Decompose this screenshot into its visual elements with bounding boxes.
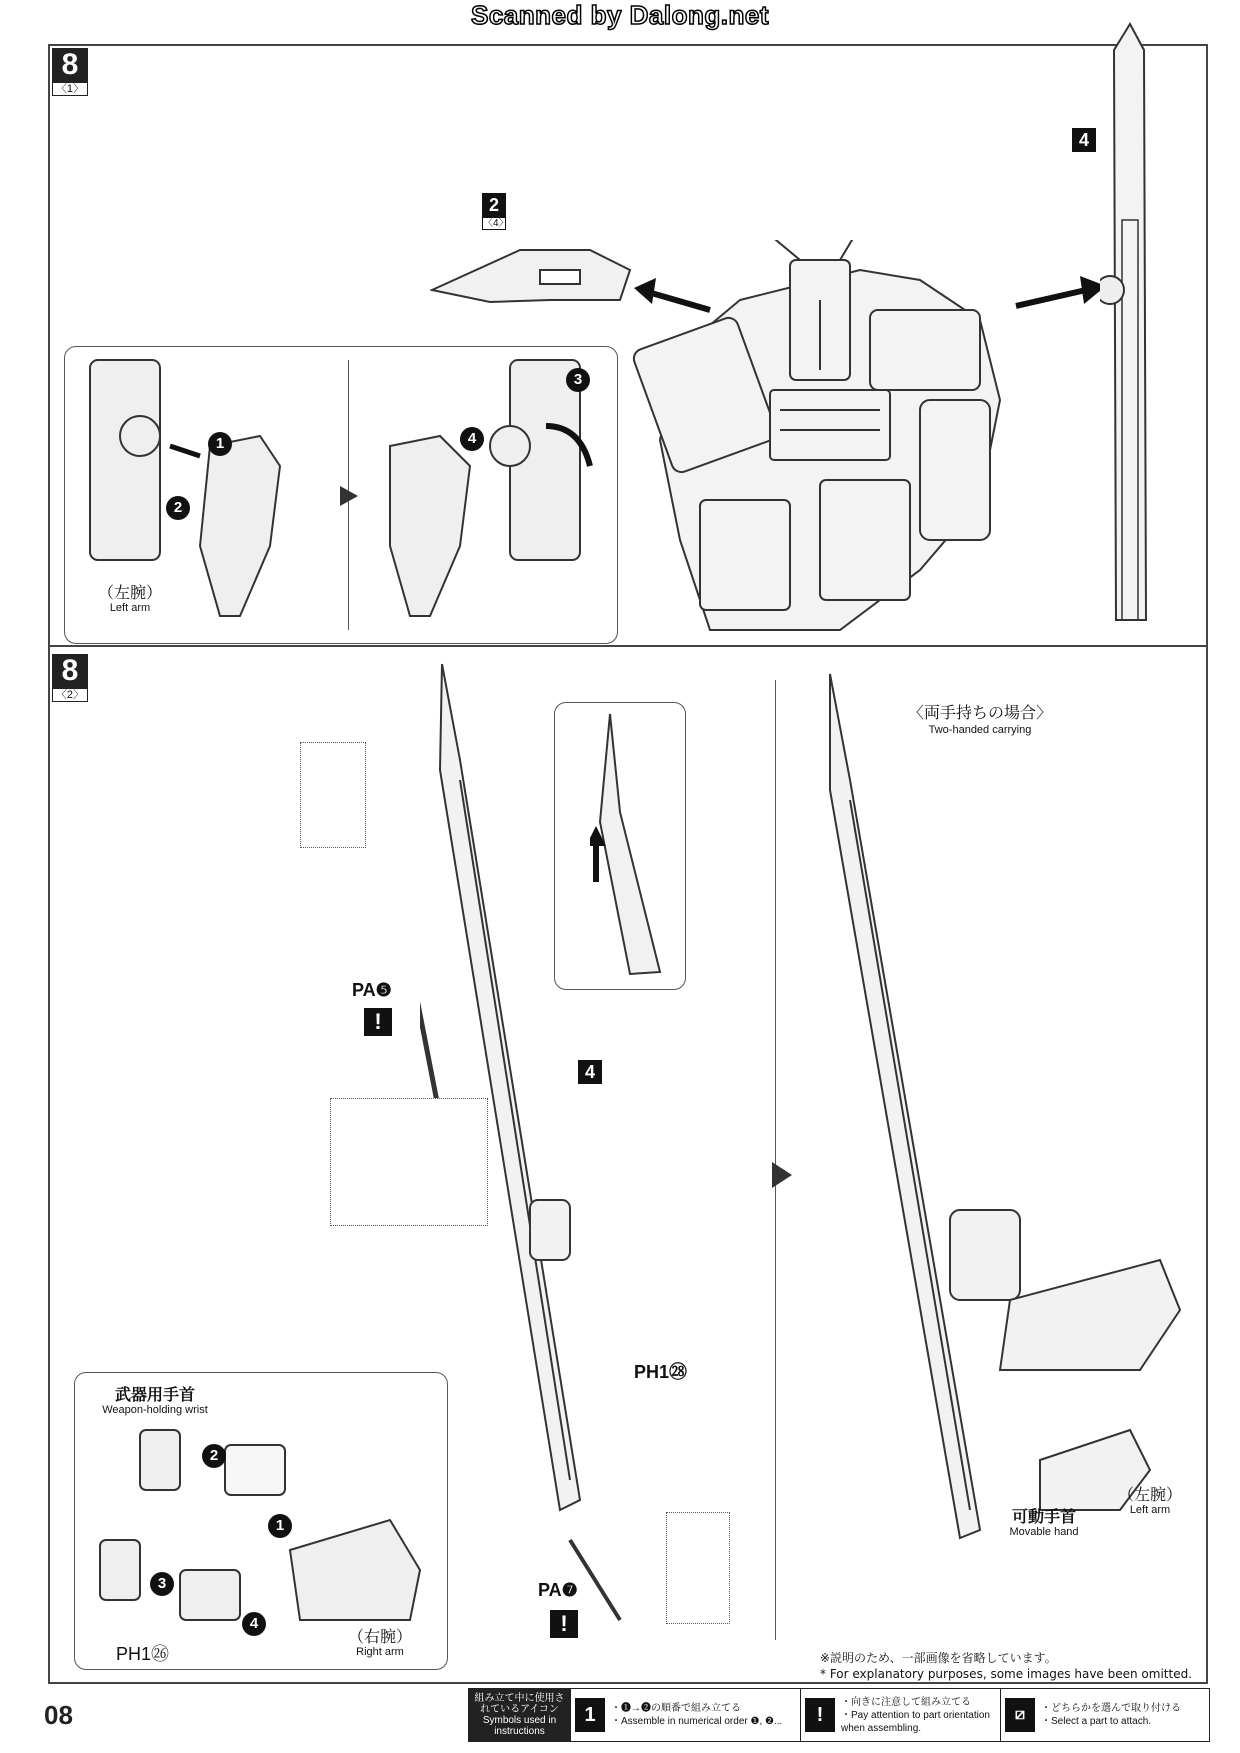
left-arm-label-en: Left arm: [1129, 1504, 1171, 1516]
step-sub-number: 〈2〉: [52, 688, 88, 702]
left-arm-label-jp: （左腕）: [1117, 1485, 1182, 1504]
legend-order-en: ・Assemble in numerical order ❶, ❷...: [611, 1716, 783, 1727]
right-arm-label-jp: （右腕）: [347, 1627, 412, 1646]
step-sub-number: 〈1〉: [52, 82, 88, 96]
step-number: 8: [52, 654, 88, 688]
wrist-assembly-drawing: [90, 1420, 440, 1640]
scan-credit: Scanned by Dalong.net: [471, 0, 769, 30]
wrist-step-4: 4: [242, 1612, 266, 1636]
weapon-wrist-label-en: Weapon-holding wrist: [102, 1404, 208, 1416]
right-arm-label-en: Right arm: [356, 1646, 404, 1658]
legend-orientation-en: ・Pay attention to part orientation when assembling.: [841, 1709, 990, 1734]
step-marker-1: 1: [208, 432, 232, 456]
part-number-4-label: 4: [578, 1060, 602, 1084]
pa7-label: PA❼: [538, 1580, 578, 1600]
step-badge-8-2: [52, 654, 88, 702]
caution-symbol-icon: !: [805, 1698, 835, 1732]
part-number-4-label: 4: [1072, 128, 1096, 152]
left-arm-label-en: Left arm: [109, 602, 151, 614]
pa5-label: PA❺: [352, 980, 392, 1000]
pa5-tip-detail: [300, 742, 366, 848]
number-symbol-icon: 1: [575, 1698, 605, 1732]
two-handed-label-jp: 〈両手持ちの場合〉: [907, 703, 1052, 722]
step-marker-4: 4: [460, 427, 484, 451]
step-badge-8-1: [52, 48, 88, 96]
omission-note-en: * For explanatory purposes, some images have been omitted.: [820, 1667, 1193, 1681]
legend-orientation: [801, 1689, 1001, 1741]
part-number-2-label: 2: [482, 193, 506, 217]
legend-order-jp: ・❶→❷の順番で組み立てる: [611, 1703, 741, 1714]
step-number: 8: [52, 48, 88, 82]
legend-orientation-jp: ・向きに注意して組み立てる: [841, 1696, 971, 1708]
arrow-left: [630, 270, 720, 330]
omission-note: [820, 1650, 1192, 1682]
step-divider: [48, 645, 1208, 647]
weapon-wrist-label-jp: 武器用手首: [114, 1385, 195, 1404]
ph1-28-label: PH1㉘: [634, 1362, 688, 1382]
page-number: 08: [44, 1700, 73, 1730]
anti-ship-sword-drawing: [1100, 20, 1160, 640]
next-arrow-icon: [770, 1160, 794, 1190]
ph1-26-label: PH1㉖: [116, 1644, 170, 1664]
legend-select: [1001, 1689, 1207, 1741]
legend-select-en: ・Select a part to attach.: [1041, 1716, 1152, 1727]
movable-hand-label-en: Movable hand: [1009, 1526, 1079, 1538]
legend-select-jp: ・どちらかを選んで取り付ける: [1041, 1703, 1181, 1714]
two-handed-label-en: Two-handed carrying: [928, 724, 1032, 736]
movable-hand-label-jp: 可動手首: [1011, 1507, 1076, 1526]
pa7-tip-detail: [666, 1512, 730, 1624]
wrist-step-3: 3: [150, 1572, 174, 1596]
wrist-step-1: 1: [268, 1514, 292, 1538]
caution-icon: !: [364, 1008, 392, 1036]
wrist-step-2: 2: [202, 1444, 226, 1468]
symbols-legend: [468, 1688, 1210, 1742]
arrow-right: [1010, 270, 1110, 320]
left-arm-label-jp: （左腕）: [97, 583, 162, 602]
caution-icon: !: [550, 1610, 578, 1638]
step-marker-3: 3: [566, 368, 590, 392]
blade-tip-drawing: [590, 712, 680, 982]
part-number-2-sub: 〈4〉: [483, 218, 509, 229]
legend-heading: 組み立て中に使用されているアイコン Symbols used in instructions: [469, 1689, 571, 1741]
legend-order: [571, 1689, 801, 1741]
select-symbol-icon: ⧄: [1005, 1698, 1035, 1732]
omission-note-jp: ※説明のため、一部画像を省略しています。: [820, 1651, 1057, 1665]
pa5-clip-detail: [330, 1098, 488, 1226]
step-marker-2: 2: [166, 496, 190, 520]
shield-part-drawing: [430, 230, 640, 320]
